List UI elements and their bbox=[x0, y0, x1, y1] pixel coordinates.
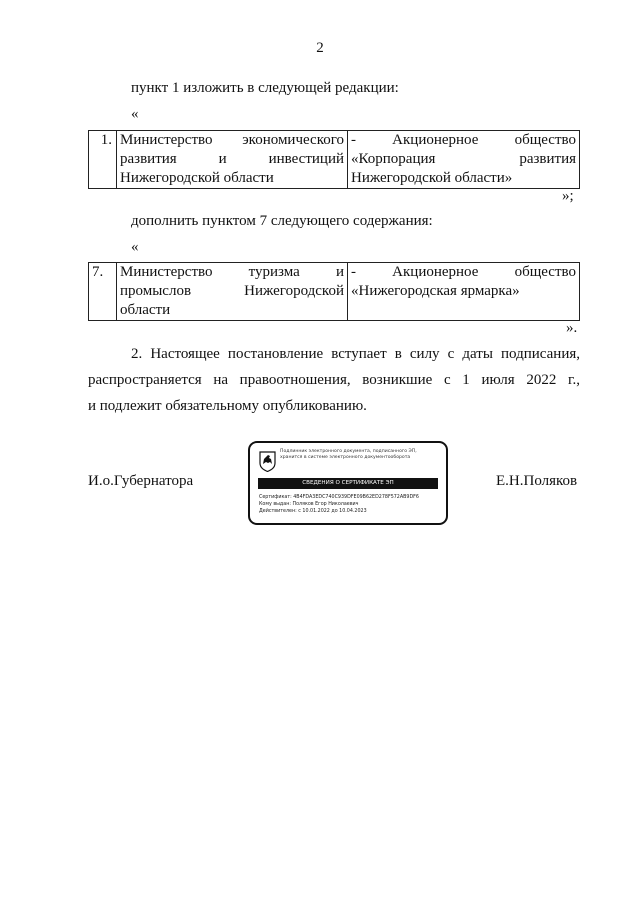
paragraph-2-line-2: распространяется на правоотношения, возникшие с 1 июля 2022 г., bbox=[88, 372, 580, 388]
stamp-header: Подлинник электронного документа, подписанного ЭП, хранится в системе электронного документооборота bbox=[280, 449, 417, 460]
ministry-line: Министерство экономического bbox=[120, 132, 344, 148]
amendment-table-1 bbox=[88, 130, 580, 189]
closing-quote-1: »; bbox=[562, 188, 574, 204]
opening-quote-2: « bbox=[131, 239, 139, 255]
company-line: «Нижегородская ярмарка» bbox=[351, 283, 520, 299]
company-line: - Акционерное общество bbox=[351, 264, 576, 280]
ministry-line: Нижегородской области bbox=[120, 170, 274, 186]
certificate-number: Сертификат: 4B4FDA3EDC740C939DFE09B62ED278F572AB9DF6 bbox=[259, 495, 419, 500]
paragraph-2-line-3: и подлежит обязательному опубликованию. bbox=[88, 398, 367, 414]
table-row bbox=[89, 263, 580, 321]
table-row bbox=[89, 131, 580, 189]
paragraph-2-line-1: 2. Настоящее постановление вступает в силу с даты подписания, bbox=[131, 346, 580, 362]
amendment-table-2 bbox=[88, 262, 580, 321]
ministry-line: Министерство туризма и bbox=[120, 264, 344, 280]
company-line: «Корпорация развития bbox=[351, 151, 576, 167]
intro-paragraph-1: пункт 1 изложить в следующей редакции: bbox=[131, 80, 399, 96]
company-line: - Акционерное общество bbox=[351, 132, 576, 148]
ministry-line: развития и инвестиций bbox=[120, 151, 344, 167]
page-number: 2 bbox=[316, 40, 324, 56]
electronic-signature-stamp bbox=[248, 441, 448, 525]
row-number: 1. bbox=[89, 131, 117, 189]
opening-quote-1: « bbox=[131, 106, 139, 122]
signatory-name: Е.Н.Поляков bbox=[496, 473, 578, 489]
ministry-cell bbox=[117, 131, 348, 189]
ministry-line: промыслов Нижегородской bbox=[120, 283, 344, 299]
signatory-position: И.о.Губернатора bbox=[88, 473, 194, 489]
coat-of-arms-icon bbox=[259, 451, 276, 472]
company-cell bbox=[348, 263, 580, 321]
row-number: 7. bbox=[89, 263, 117, 321]
ministry-line: области bbox=[120, 302, 171, 318]
stamp-title: СВЕДЕНИЯ О СЕРТИФИКАТЕ ЭП bbox=[258, 478, 438, 489]
closing-quote-2: ». bbox=[566, 320, 578, 336]
ministry-cell bbox=[117, 263, 348, 321]
intro-paragraph-2: дополнить пунктом 7 следующего содержания: bbox=[131, 213, 433, 229]
certificate-owner: Кому выдан: Поляков Егор Николаевич bbox=[259, 502, 359, 507]
certificate-validity: Действителен: с 10.01.2022 до 10.04.2023 bbox=[259, 509, 367, 514]
company-line: Нижегородской области» bbox=[351, 170, 513, 186]
company-cell bbox=[348, 131, 580, 189]
stamp-details bbox=[259, 494, 419, 515]
